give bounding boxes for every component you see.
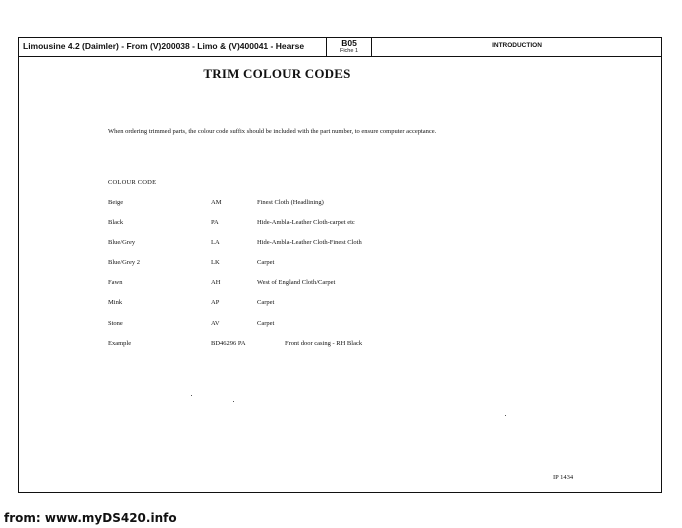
header-fiche: Fiche 1 [339, 48, 359, 54]
colour-name: Stone [108, 320, 123, 327]
page-reference: IP 1434 [553, 474, 574, 481]
intro-text: When ordering trimmed parts, the colour code suffix should be included with the part number, to ensure computer acceptance. [108, 128, 437, 135]
colour-row [19, 219, 661, 229]
colour-row [19, 259, 661, 269]
header-code-box [326, 38, 372, 56]
colour-desc: Hide-Ambla-Leather Cloth-Finest Cloth [257, 239, 362, 246]
page-title: TRIM COLOUR CODES [203, 66, 351, 81]
example-row [19, 340, 661, 350]
colour-name: Blue/Grey [108, 239, 136, 246]
colour-row [19, 320, 661, 330]
scan-speck [191, 395, 192, 396]
header-bar [19, 38, 661, 57]
example-part-number: BD46296 PA [211, 340, 246, 347]
colour-name: Blue/Grey 2 [108, 259, 140, 266]
example-desc: Front door casing - RH Black [285, 340, 363, 347]
colour-code: LK [211, 259, 220, 266]
colour-desc: West of England Cloth/Carpet [257, 279, 336, 286]
source-watermark: from: www.myDS420.info [4, 511, 177, 525]
colour-name: Beige [108, 199, 124, 206]
header-title: Limousine 4.2 (Daimler) - From (V)200038 - Limo & (V)400041 - Hearse [23, 41, 305, 51]
colour-code: AV [211, 320, 220, 327]
header-section: INTRODUCTION [492, 42, 542, 49]
colour-row [19, 239, 661, 249]
colour-desc: Carpet [257, 259, 275, 266]
colour-desc: Hide-Ambla-Leather Cloth-carpet etc [257, 219, 355, 226]
colour-name: Mink [108, 299, 123, 306]
colour-row [19, 279, 661, 289]
colour-desc: Carpet [257, 299, 275, 306]
colour-code-heading: COLOUR CODE [108, 179, 157, 186]
colour-code: LA [211, 239, 220, 246]
scan-speck [233, 401, 234, 402]
scan-speck [505, 415, 506, 416]
colour-row [19, 199, 661, 209]
page-frame [18, 37, 662, 493]
colour-code: AP [211, 299, 220, 306]
colour-name: Black [108, 219, 124, 226]
header-code: B05 [341, 38, 357, 48]
colour-desc: Finest Cloth (Headlining) [257, 199, 324, 206]
colour-desc: Carpet [257, 320, 275, 327]
example-label: Example [108, 340, 132, 347]
colour-code: PA [211, 219, 219, 226]
colour-row [19, 299, 661, 309]
colour-code: AH [211, 279, 221, 286]
colour-name: Fawn [108, 279, 123, 286]
colour-code: AM [211, 199, 222, 206]
